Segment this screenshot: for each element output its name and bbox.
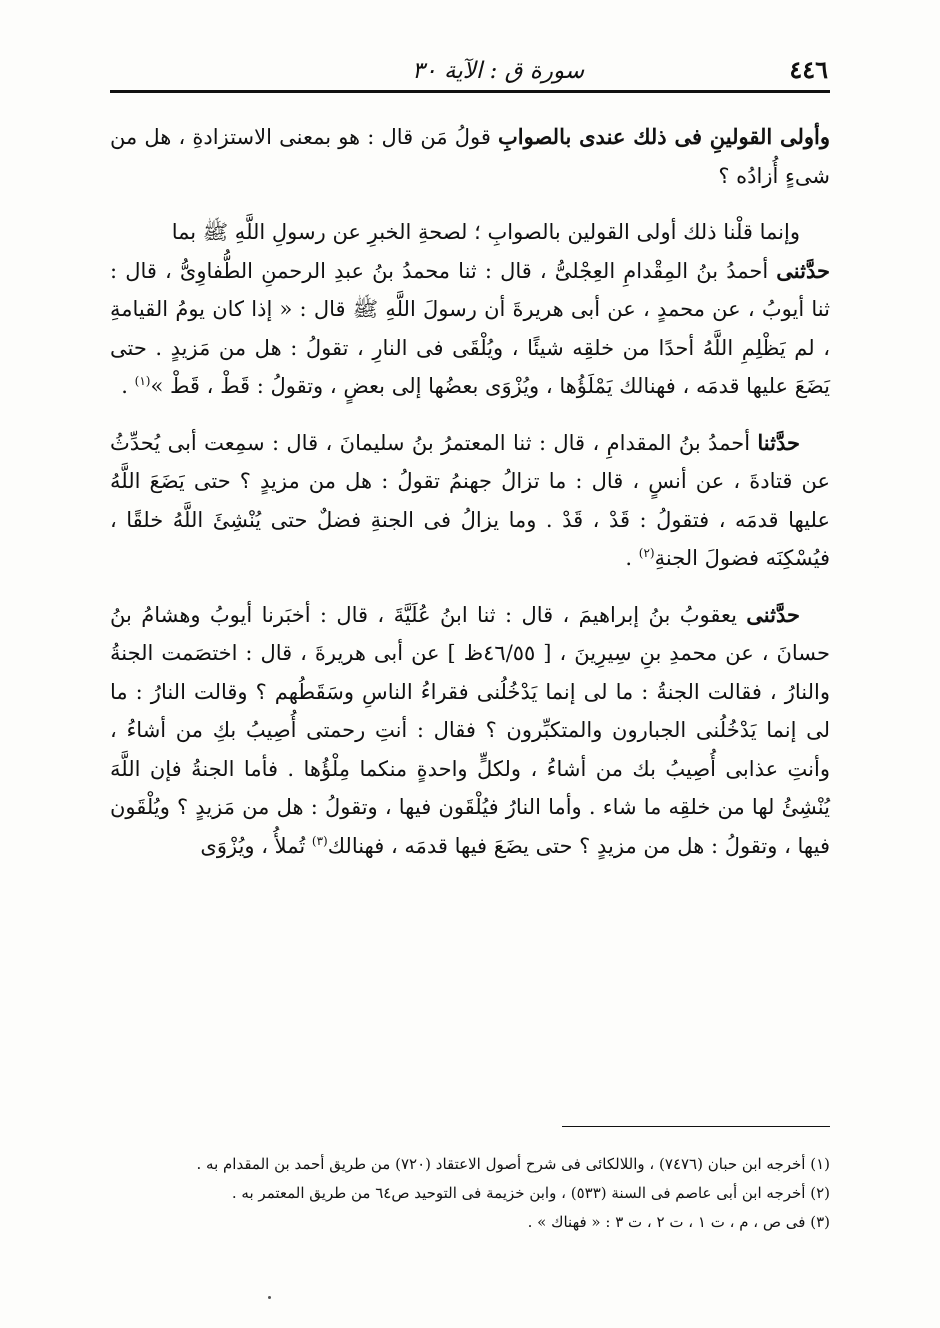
paragraph-5 xyxy=(110,596,830,866)
header-rule xyxy=(110,90,830,93)
paragraph-4 xyxy=(110,424,830,578)
footnote-rule xyxy=(562,1126,830,1127)
footnotes xyxy=(110,1150,830,1237)
paragraph-1-bold: وأولى القولينِ فى ذلك عندى بالصوابِ xyxy=(498,124,830,149)
page-number: ٤٤٦ xyxy=(789,55,828,84)
footnote-2: (٢) أخرجه ابن أبى عاصم فى السنة (٥٣٣) ، وابن خزيمة فى التوحيد ص٦٤ من طريق المعتمر به . xyxy=(231,1184,830,1202)
paragraph-1 xyxy=(110,118,830,195)
footnote-ref-1[interactable]: (١) xyxy=(134,374,151,388)
paragraph-2-text: وإنما قلْنا ذلك أولى القولين بالصوابِ ؛ لصحةِ الخبرِ عن رسولِ اللَّهِ ﷺ بما xyxy=(171,220,800,244)
footnote-ref-3[interactable]: (٣) xyxy=(311,833,328,848)
scan-speck xyxy=(268,1296,271,1299)
paragraph-3 xyxy=(110,252,830,406)
paragraph-1-text: قولُ مَن قال : هو بمعنى الاستزادةِ ، هل من شىءٍ أُزادُه ؟ xyxy=(110,125,830,188)
running-title: سورة ق : الآية ٣٠ xyxy=(412,58,585,84)
paragraph-3-after: . xyxy=(121,374,135,398)
footnote-ref-2[interactable]: (٢) xyxy=(638,546,655,560)
paragraph-2 xyxy=(110,213,830,252)
paragraph-4-bold: حدَّثنا xyxy=(757,429,800,455)
main-text xyxy=(110,118,830,883)
paragraph-4-after: . xyxy=(625,546,639,570)
paragraph-3-text: أحمدُ بنُ المِقْدامِ العِجْلىُّ ، قال : ثنا محمدُ بنُ عبدِ الرحمنِ الطُّفاوِىُّ ، قال : ثنا أيوبُ ، عن محمدٍ ، عن أبى هريرةَ أن رسولَ اللَّهِ ﷺ قال : « إذا كان يومُ القيامةِ ، لم يَظْلِمِ اللَّهُ أحدًا من خلقِه شيئًا ، ويُلْقَى فى النارِ ، تقولُ : هل من مَزيدٍ . حتى يَضَعَ عليها قدمَه ، فهنالك يَمْلَؤُها ، ويُزْوَى بعضُها إلى بعضٍ ، وتقولُ : قَطْ ، قَطْ » xyxy=(110,258,830,398)
page-header xyxy=(112,40,828,84)
footnote-3: (٣) فى ص ، م ، ت ١ ، ت ٢ ، ت ٣ : « فهناك » . xyxy=(527,1213,830,1231)
paragraph-3-bold: حدَّثنى xyxy=(776,257,830,283)
footnote-1: (١) أخرجه ابن حبان (٧٤٧٦) ، واللالكائى فى شرح أصول الاعتقاد (٧٢٠) من طريق أحمد بن المقدام به . xyxy=(196,1155,830,1173)
paragraph-5-after: تُملأُ ، ويُزْوَى xyxy=(200,833,312,858)
paragraph-4-text: أحمدُ بنُ المقدامِ ، قال : ثنا المعتمرُ بنُ سليمانَ ، قال : سمِعت أبى يُحدِّثُ عن قتادةَ ، عن أنسٍ ، قال : ما تزالُ جهنمُ تقولُ : هل من مزيدٍ ؟ حتى يَضَعَ اللَّهُ عليها قدمَه ، فتقولُ : قَدْ ، قَدْ . وما يزالُ فى الجنةِ فضلٌ حتى يُنْشِئَ اللَّهُ خلقًا ، فيُسْكِنَه فضولَ الجنةِ xyxy=(110,430,830,570)
paragraph-5-bold: حدَّثنى xyxy=(746,601,800,627)
paragraph-5-text: يعقوبُ بنُ إبراهيمَ ، قال : ثنا ابنُ عُلَيَّةَ ، قال : أخبَرنا أيوبُ وهشامُ بنُ حسانَ ، عن محمدِ بنِ سِيرِينَ ، [ ٤٦/٥٥ظ ] عن أبى هريرةَ ، قال : اختصَمت الجنةُ والنارُ ، فقالت الجنةُ : ما لى إنما يَدْخُلُنى فقراءُ الناسِ وسَقَطُهم ؟ وقالت النارُ : ما لى إنما يَدْخُلُنى الجبارون والمتكبِّرون ؟ فقال : أنتِ رحمتى أُصِيبُ بكِ من أشاءُ ، وأنتِ عذابى أُصِيبُ بك من أشاءُ ، ولكلٍّ واحدةٍ منكما مِلْؤُها . فأما الجنةُ فإن اللَّهَ يُنْشِئُ لها من خلقِه ما شاء . وأما النارُ فيُلْقَون فيها ، وتقولُ : هل من مَزيدٍ ؟ ويُلْقَون فيها ، وتقولُ : هل من مزيدٍ ؟ حتى يضَعَ فيها قدمَه ، فهنالك xyxy=(110,602,830,858)
